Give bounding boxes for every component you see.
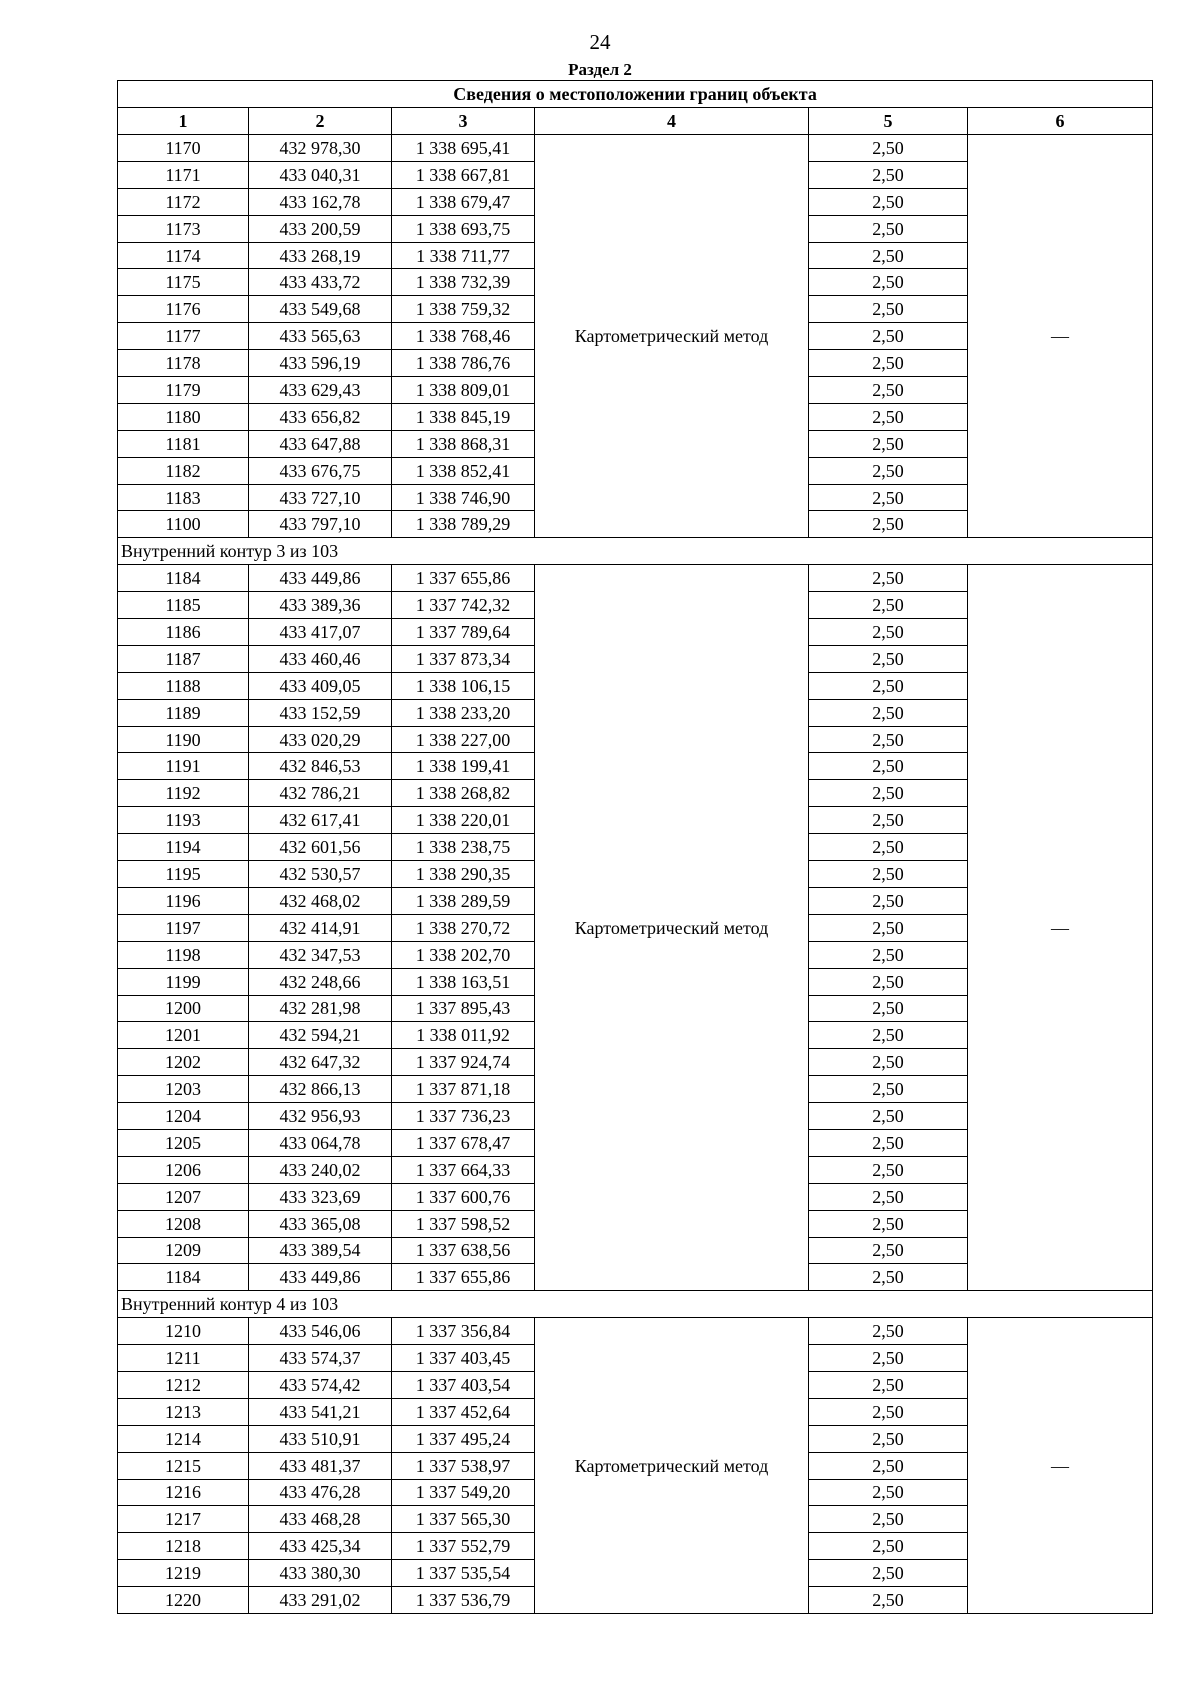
accuracy-cell: 2,50 [809,188,968,215]
accuracy-cell: 2,50 [809,592,968,619]
x-coordinate-cell: 433 676,75 [249,457,392,484]
y-coordinate-cell: 1 337 403,45 [392,1345,535,1372]
y-coordinate-cell: 1 337 538,97 [392,1452,535,1479]
accuracy-cell: 2,50 [809,941,968,968]
point-number-cell: 1206 [118,1156,249,1183]
point-number-cell: 1177 [118,323,249,350]
x-coordinate-cell: 433 546,06 [249,1318,392,1345]
point-number-cell: 1178 [118,350,249,377]
point-number-cell: 1197 [118,914,249,941]
accuracy-cell: 2,50 [809,1345,968,1372]
y-coordinate-cell: 1 338 693,75 [392,215,535,242]
accuracy-cell: 2,50 [809,753,968,780]
point-number-cell: 1184 [118,565,249,592]
point-number-cell: 1100 [118,511,249,538]
description-cell: — [968,565,1153,1291]
y-coordinate-cell: 1 338 011,92 [392,1022,535,1049]
y-coordinate-cell: 1 337 638,56 [392,1237,535,1264]
point-number-cell: 1187 [118,645,249,672]
accuracy-cell: 2,50 [809,1183,968,1210]
accuracy-cell: 2,50 [809,1425,968,1452]
section-label: Раздел 2 [568,60,632,79]
y-coordinate-cell: 1 338 268,82 [392,780,535,807]
y-coordinate-cell: 1 337 598,52 [392,1210,535,1237]
y-coordinate-cell: 1 338 711,77 [392,242,535,269]
accuracy-cell: 2,50 [809,1264,968,1291]
x-coordinate-cell: 432 347,53 [249,941,392,968]
point-number-cell: 1210 [118,1318,249,1345]
accuracy-cell: 2,50 [809,887,968,914]
x-coordinate-cell: 433 797,10 [249,511,392,538]
accuracy-cell: 2,50 [809,1022,968,1049]
page-number: 24 [589,30,611,54]
accuracy-cell: 2,50 [809,1318,968,1345]
accuracy-cell: 2,50 [809,861,968,888]
y-coordinate-cell: 1 338 786,76 [392,350,535,377]
point-number-cell: 1213 [118,1398,249,1425]
y-coordinate-cell: 1 338 290,35 [392,861,535,888]
point-number-cell: 1193 [118,807,249,834]
x-coordinate-cell: 433 468,28 [249,1506,392,1533]
point-number-cell: 1202 [118,1049,249,1076]
accuracy-cell: 2,50 [809,726,968,753]
point-number-cell: 1189 [118,699,249,726]
point-number-cell: 1194 [118,834,249,861]
y-coordinate-cell: 1 338 220,01 [392,807,535,834]
x-coordinate-cell: 433 449,86 [249,565,392,592]
table-title: Сведения о местоположении границ объекта [118,81,1153,108]
x-coordinate-cell: 433 629,43 [249,377,392,404]
y-coordinate-cell: 1 338 746,90 [392,484,535,511]
x-coordinate-cell: 432 530,57 [249,861,392,888]
point-number-cell: 1214 [118,1425,249,1452]
table-body [118,81,1153,1614]
x-coordinate-cell: 433 549,68 [249,296,392,323]
accuracy-cell: 2,50 [809,1371,968,1398]
x-coordinate-cell: 433 656,82 [249,403,392,430]
x-coordinate-cell: 433 240,02 [249,1156,392,1183]
accuracy-cell: 2,50 [809,403,968,430]
point-number-cell: 1188 [118,672,249,699]
accuracy-cell: 2,50 [809,645,968,672]
x-coordinate-cell: 433 268,19 [249,242,392,269]
y-coordinate-cell: 1 337 924,74 [392,1049,535,1076]
y-coordinate-cell: 1 337 403,54 [392,1371,535,1398]
accuracy-cell: 2,50 [809,323,968,350]
y-coordinate-cell: 1 338 809,01 [392,377,535,404]
y-coordinate-cell: 1 337 536,79 [392,1587,535,1614]
accuracy-cell: 2,50 [809,1398,968,1425]
y-coordinate-cell: 1 338 667,81 [392,161,535,188]
x-coordinate-cell: 433 020,29 [249,726,392,753]
y-coordinate-cell: 1 338 732,39 [392,269,535,296]
accuracy-cell: 2,50 [809,1533,968,1560]
accuracy-cell: 2,50 [809,296,968,323]
point-number-cell: 1211 [118,1345,249,1372]
y-coordinate-cell: 1 338 270,72 [392,914,535,941]
x-coordinate-cell: 433 152,59 [249,699,392,726]
point-number-cell: 1171 [118,161,249,188]
accuracy-cell: 2,50 [809,457,968,484]
accuracy-cell: 2,50 [809,1210,968,1237]
accuracy-cell: 2,50 [809,215,968,242]
accuracy-cell: 2,50 [809,377,968,404]
x-coordinate-cell: 433 510,91 [249,1425,392,1452]
point-number-cell: 1203 [118,1076,249,1103]
point-number-cell: 1181 [118,430,249,457]
y-coordinate-cell: 1 337 452,64 [392,1398,535,1425]
accuracy-cell: 2,50 [809,350,968,377]
accuracy-cell: 2,50 [809,1103,968,1130]
boundary-coordinates-table [117,80,1153,1614]
accuracy-cell: 2,50 [809,995,968,1022]
y-coordinate-cell: 1 337 655,86 [392,565,535,592]
y-coordinate-cell: 1 337 873,34 [392,645,535,672]
point-number-cell: 1186 [118,619,249,646]
y-coordinate-cell: 1 338 768,46 [392,323,535,350]
accuracy-cell: 2,50 [809,1129,968,1156]
table-row [118,135,1153,162]
y-coordinate-cell: 1 338 233,20 [392,699,535,726]
point-number-cell: 1190 [118,726,249,753]
x-coordinate-cell: 432 414,91 [249,914,392,941]
contour-label-row [118,1291,1153,1318]
y-coordinate-cell: 1 337 565,30 [392,1506,535,1533]
y-coordinate-cell: 1 338 163,51 [392,968,535,995]
accuracy-cell: 2,50 [809,1156,968,1183]
x-coordinate-cell: 433 365,08 [249,1210,392,1237]
y-coordinate-cell: 1 338 106,15 [392,672,535,699]
x-coordinate-cell: 433 433,72 [249,269,392,296]
point-number-cell: 1218 [118,1533,249,1560]
accuracy-cell: 2,50 [809,699,968,726]
accuracy-cell: 2,50 [809,135,968,162]
y-coordinate-cell: 1 338 868,31 [392,430,535,457]
x-coordinate-cell: 432 594,21 [249,1022,392,1049]
y-coordinate-cell: 1 337 736,23 [392,1103,535,1130]
x-coordinate-cell: 433 596,19 [249,350,392,377]
accuracy-cell: 2,50 [809,1479,968,1506]
y-coordinate-cell: 1 337 789,64 [392,619,535,646]
accuracy-cell: 2,50 [809,430,968,457]
accuracy-cell: 2,50 [809,484,968,511]
y-coordinate-cell: 1 338 202,70 [392,941,535,968]
table-row [118,565,1153,592]
x-coordinate-cell: 433 291,02 [249,1587,392,1614]
accuracy-cell: 2,50 [809,807,968,834]
x-coordinate-cell: 433 565,63 [249,323,392,350]
x-coordinate-cell: 433 574,37 [249,1345,392,1372]
point-number-cell: 1200 [118,995,249,1022]
y-coordinate-cell: 1 338 845,19 [392,403,535,430]
y-coordinate-cell: 1 338 199,41 [392,753,535,780]
x-coordinate-cell: 433 380,30 [249,1560,392,1587]
y-coordinate-cell: 1 337 600,76 [392,1183,535,1210]
point-number-cell: 1212 [118,1371,249,1398]
x-coordinate-cell: 433 162,78 [249,188,392,215]
point-number-cell: 1176 [118,296,249,323]
method-cell: Картометрический метод [535,565,809,1291]
y-coordinate-cell: 1 338 679,47 [392,188,535,215]
method-cell: Картометрический метод [535,135,809,538]
accuracy-cell: 2,50 [809,834,968,861]
accuracy-cell: 2,50 [809,1506,968,1533]
point-number-cell: 1184 [118,1264,249,1291]
y-coordinate-cell: 1 338 789,29 [392,511,535,538]
x-coordinate-cell: 433 200,59 [249,215,392,242]
x-coordinate-cell: 433 481,37 [249,1452,392,1479]
accuracy-cell: 2,50 [809,1237,968,1264]
x-coordinate-cell: 432 617,41 [249,807,392,834]
accuracy-cell: 2,50 [809,1049,968,1076]
column-header-1: 1 [118,108,249,135]
column-header-row [118,108,1153,135]
x-coordinate-cell: 433 476,28 [249,1479,392,1506]
y-coordinate-cell: 1 337 742,32 [392,592,535,619]
accuracy-cell: 2,50 [809,672,968,699]
y-coordinate-cell: 1 338 238,75 [392,834,535,861]
x-coordinate-cell: 432 647,32 [249,1049,392,1076]
x-coordinate-cell: 433 574,42 [249,1371,392,1398]
y-coordinate-cell: 1 337 495,24 [392,1425,535,1452]
accuracy-cell: 2,50 [809,914,968,941]
point-number-cell: 1215 [118,1452,249,1479]
y-coordinate-cell: 1 338 852,41 [392,457,535,484]
x-coordinate-cell: 432 468,02 [249,887,392,914]
point-number-cell: 1192 [118,780,249,807]
y-coordinate-cell: 1 338 759,32 [392,296,535,323]
method-cell: Картометрический метод [535,1318,809,1614]
point-number-cell: 1173 [118,215,249,242]
y-coordinate-cell: 1 337 549,20 [392,1479,535,1506]
accuracy-cell: 2,50 [809,1587,968,1614]
point-number-cell: 1205 [118,1129,249,1156]
contour-label: Внутренний контур 3 из 103 [118,538,1153,565]
x-coordinate-cell: 433 389,54 [249,1237,392,1264]
y-coordinate-cell: 1 337 552,79 [392,1533,535,1560]
accuracy-cell: 2,50 [809,1076,968,1103]
x-coordinate-cell: 433 460,46 [249,645,392,672]
x-coordinate-cell: 433 449,86 [249,1264,392,1291]
point-number-cell: 1204 [118,1103,249,1130]
point-number-cell: 1219 [118,1560,249,1587]
y-coordinate-cell: 1 338 289,59 [392,887,535,914]
x-coordinate-cell: 432 846,53 [249,753,392,780]
x-coordinate-cell: 432 866,13 [249,1076,392,1103]
point-number-cell: 1172 [118,188,249,215]
contour-label-row [118,538,1153,565]
accuracy-cell: 2,50 [809,1452,968,1479]
point-number-cell: 1220 [118,1587,249,1614]
column-header-6: 6 [968,108,1153,135]
x-coordinate-cell: 432 281,98 [249,995,392,1022]
x-coordinate-cell: 433 727,10 [249,484,392,511]
y-coordinate-cell: 1 337 535,54 [392,1560,535,1587]
x-coordinate-cell: 433 425,34 [249,1533,392,1560]
point-number-cell: 1182 [118,457,249,484]
point-number-cell: 1208 [118,1210,249,1237]
column-header-3: 3 [392,108,535,135]
accuracy-cell: 2,50 [809,161,968,188]
accuracy-cell: 2,50 [809,780,968,807]
point-number-cell: 1179 [118,377,249,404]
y-coordinate-cell: 1 338 695,41 [392,135,535,162]
x-coordinate-cell: 432 786,21 [249,780,392,807]
x-coordinate-cell: 433 541,21 [249,1398,392,1425]
x-coordinate-cell: 433 647,88 [249,430,392,457]
description-cell: — [968,135,1153,538]
table-title-row [118,81,1153,108]
point-number-cell: 1209 [118,1237,249,1264]
description-cell: — [968,1318,1153,1614]
table-row [118,1318,1153,1345]
x-coordinate-cell: 433 417,07 [249,619,392,646]
point-number-cell: 1170 [118,135,249,162]
y-coordinate-cell: 1 337 356,84 [392,1318,535,1345]
y-coordinate-cell: 1 338 227,00 [392,726,535,753]
column-header-2: 2 [249,108,392,135]
y-coordinate-cell: 1 337 895,43 [392,995,535,1022]
y-coordinate-cell: 1 337 871,18 [392,1076,535,1103]
y-coordinate-cell: 1 337 678,47 [392,1129,535,1156]
point-number-cell: 1174 [118,242,249,269]
accuracy-cell: 2,50 [809,511,968,538]
point-number-cell: 1207 [118,1183,249,1210]
point-number-cell: 1199 [118,968,249,995]
accuracy-cell: 2,50 [809,968,968,995]
point-number-cell: 1191 [118,753,249,780]
point-number-cell: 1175 [118,269,249,296]
point-number-cell: 1185 [118,592,249,619]
point-number-cell: 1216 [118,1479,249,1506]
x-coordinate-cell: 432 956,93 [249,1103,392,1130]
accuracy-cell: 2,50 [809,619,968,646]
x-coordinate-cell: 432 978,30 [249,135,392,162]
x-coordinate-cell: 432 248,66 [249,968,392,995]
point-number-cell: 1217 [118,1506,249,1533]
column-header-5: 5 [809,108,968,135]
x-coordinate-cell: 433 323,69 [249,1183,392,1210]
x-coordinate-cell: 433 064,78 [249,1129,392,1156]
x-coordinate-cell: 433 389,36 [249,592,392,619]
x-coordinate-cell: 433 409,05 [249,672,392,699]
point-number-cell: 1183 [118,484,249,511]
accuracy-cell: 2,50 [809,1560,968,1587]
point-number-cell: 1195 [118,861,249,888]
y-coordinate-cell: 1 337 664,33 [392,1156,535,1183]
y-coordinate-cell: 1 337 655,86 [392,1264,535,1291]
accuracy-cell: 2,50 [809,269,968,296]
accuracy-cell: 2,50 [809,242,968,269]
column-header-4: 4 [535,108,809,135]
point-number-cell: 1180 [118,403,249,430]
contour-label: Внутренний контур 4 из 103 [118,1291,1153,1318]
x-coordinate-cell: 433 040,31 [249,161,392,188]
point-number-cell: 1196 [118,887,249,914]
accuracy-cell: 2,50 [809,565,968,592]
x-coordinate-cell: 432 601,56 [249,834,392,861]
point-number-cell: 1201 [118,1022,249,1049]
point-number-cell: 1198 [118,941,249,968]
